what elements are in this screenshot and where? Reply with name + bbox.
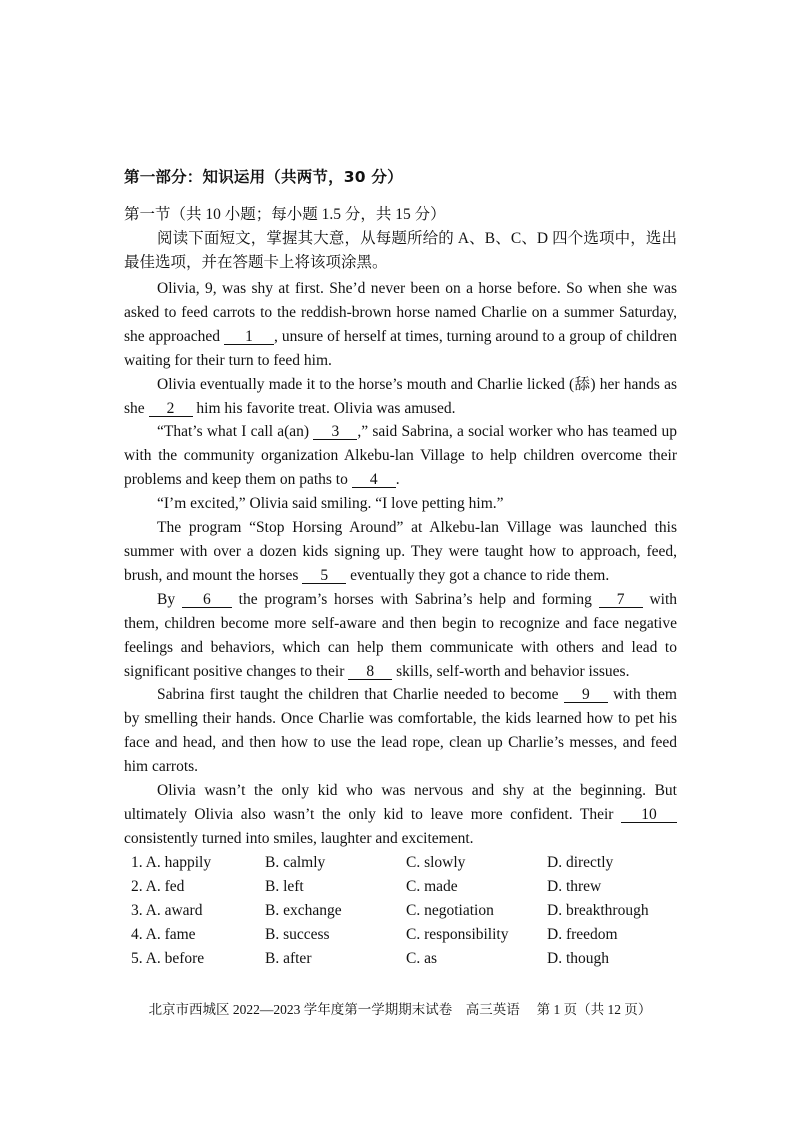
option-b: B. calmly bbox=[265, 854, 326, 871]
option-b: B. success bbox=[265, 925, 330, 943]
paragraph-6: By 6 the program’s horses with Sabrina’s help and forming 7 with them, children become more self-aware and then begin to recognize and face negative feelings and behaviors, which can help them communicate with others and lead to significant positive changes to their 8 skills, self-worth and behavior issues. bbox=[124, 590, 678, 680]
option-c: C. slowly bbox=[406, 854, 466, 871]
instructions bbox=[124, 227, 677, 275]
blank-4: 4 bbox=[352, 472, 396, 488]
paragraph-5: The program “Stop Horsing Around” at Alkebu-lan Village was launched this summer with over a dozen kids signing up. They were taught how to approach, feed, brush, and mount the horses 5 eventually they got a chance to ride them. bbox=[124, 519, 677, 584]
option-a: 5. A. before bbox=[131, 949, 205, 967]
paragraph-3: “That’s what I call a(an) 3 ,” said Sabrina, a social worker who has teamed up with the community organization Alkebu-lan Village to help children overcome their problems and keep them on paths to 4 . bbox=[124, 423, 678, 489]
option-b: B. left bbox=[265, 877, 304, 895]
answer-options bbox=[131, 851, 691, 970]
question-1-options bbox=[131, 851, 691, 875]
instructions-text: 阅读下面短文，掌握其大意，从每题所给的 A、B、C、D 四个选项中，选出最佳选项，并在答题卡上将该项涂黑。 bbox=[124, 230, 677, 271]
paragraph-2: Olivia eventually made it to the horse’s mouth and Charlie licked (舔) her hands as she 2 him his favorite treat. Olivia was amused. bbox=[124, 375, 677, 417]
option-c: C. responsibility bbox=[406, 925, 509, 943]
blank-3: 3 bbox=[313, 424, 357, 440]
cloze-passage bbox=[124, 277, 677, 851]
option-d: D. directly bbox=[547, 854, 614, 871]
paragraph-4: “I’m excited,” Olivia said smiling. “I love petting him.” bbox=[157, 495, 504, 513]
paragraph-8: Olivia wasn’t the only kid who was nervous and shy at the beginning. But ultimately Olivia also wasn’t the only kid to leave more confident. Their 10 consistently turned into smiles, laughter and excitement. bbox=[124, 782, 677, 847]
option-a: 4. A. fame bbox=[131, 925, 196, 943]
section-heading: 第一节（共 10 小题；每小题 1.5 分，共 15 分） bbox=[124, 206, 446, 223]
option-c: C. as bbox=[406, 949, 437, 967]
paragraph-1: Olivia, 9, was shy at first. She’d never been on a horse before. So when she was asked to feed carrots to the reddish-brown horse named Charlie on a summer Saturday, she approached 1 , unsure of herself at times, turning around to a group of children waiting for their turn to feed him. bbox=[124, 280, 678, 369]
blank-8: 8 bbox=[348, 664, 392, 680]
blank-9: 9 bbox=[564, 687, 608, 703]
option-c: C. negotiation bbox=[406, 901, 494, 919]
option-b: B. exchange bbox=[265, 901, 342, 919]
question-5-options bbox=[131, 947, 691, 971]
option-d: D. breakthrough bbox=[547, 901, 649, 919]
question-4-options bbox=[131, 923, 691, 947]
blank-7: 7 bbox=[599, 592, 643, 608]
question-2-options bbox=[131, 875, 691, 899]
blank-2: 2 bbox=[149, 401, 193, 417]
option-d: D. threw bbox=[547, 877, 602, 895]
blank-5: 5 bbox=[302, 568, 346, 584]
blank-10: 10 bbox=[621, 807, 677, 823]
paragraph-7: Sabrina first taught the children that Charlie needed to become 9 with them by smelling their hands. Once Charlie was comfortable, the kids learned how to pet his face and head, and then how to use the lead rope, clean up Charlie’s messes, and feed him carrots. bbox=[124, 686, 677, 776]
blank-1: 1 bbox=[224, 329, 274, 345]
option-a: 1. A. happily bbox=[131, 854, 212, 871]
part-heading: 第一部分：知识运用（共两节，30 分） bbox=[124, 168, 403, 186]
blank-6: 6 bbox=[182, 592, 232, 608]
option-d: D. though bbox=[547, 949, 609, 967]
option-a: 2. A. fed bbox=[131, 877, 185, 895]
option-d: D. freedom bbox=[547, 925, 618, 943]
option-c: C. made bbox=[406, 877, 458, 895]
page-footer: 北京市西城区 2022—2023 学年度第一学期期末试卷 高三英语 第 1 页（共 12 页） bbox=[148, 1002, 652, 1017]
question-3-options bbox=[131, 899, 691, 923]
option-b: B. after bbox=[265, 949, 312, 967]
option-a: 3. A. award bbox=[131, 901, 203, 919]
